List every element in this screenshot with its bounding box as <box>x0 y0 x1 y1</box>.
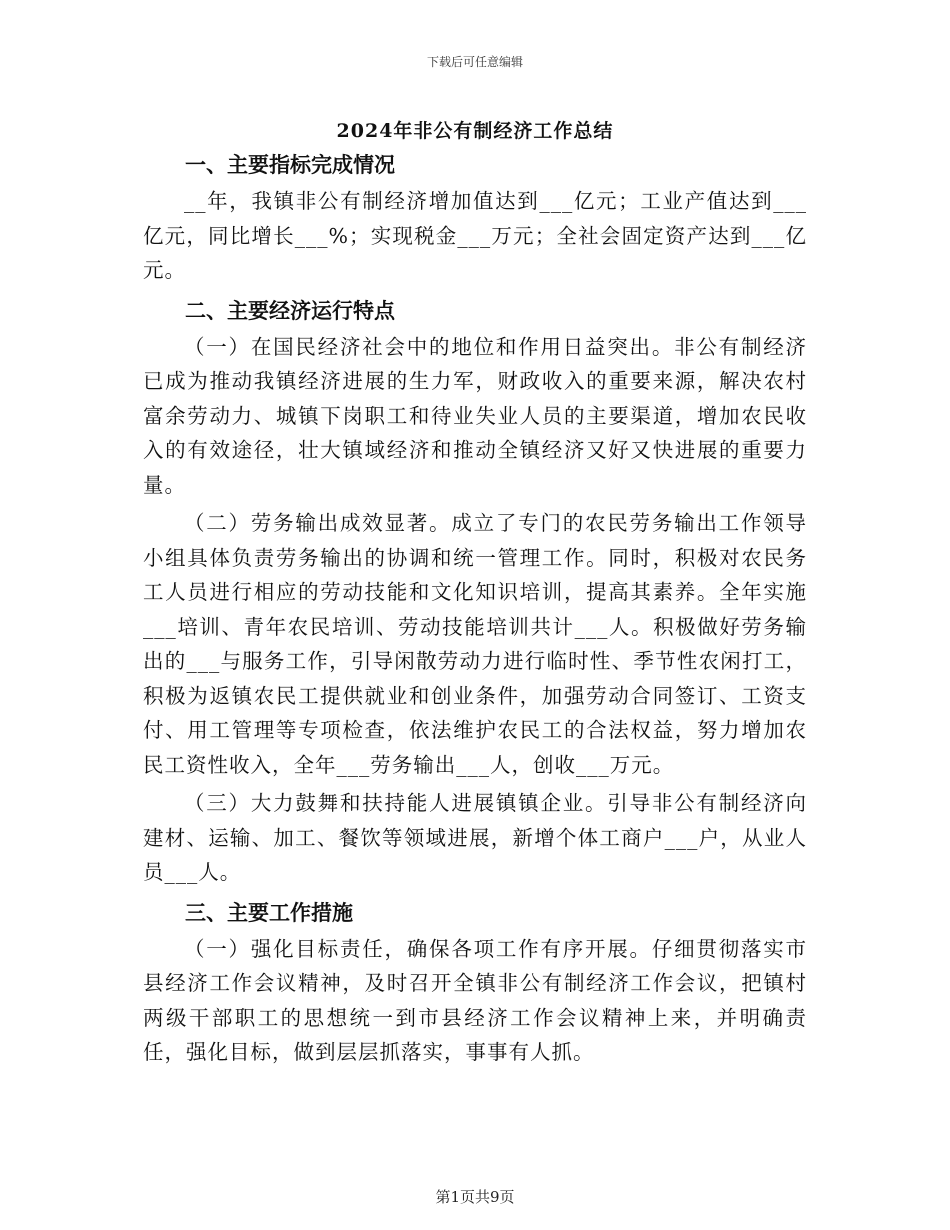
section-work-measures <box>143 896 807 1070</box>
section-heading: 二、主要经济运行特点 <box>185 297 395 323</box>
section-economic-features <box>143 294 807 890</box>
paragraph: __年，我镇非公有制经济增加值达到___亿元；工业产值达到___亿元，同比增长___%；实现税金___万元；全社会固定资产达到___亿元。 <box>143 189 807 282</box>
section-main-indicators <box>143 148 807 288</box>
document-title: 2024年非公有制经济工作总结 <box>336 120 614 142</box>
page-number: 第1页共9页 <box>435 1188 515 1206</box>
paragraph: （一）在国民经济社会中的地位和作用日益突出。非公有制经济已成为推动我镇经济进展的生力军，财政收入的重要来源，解决农村富余劳动力、城镇下岗职工和待业失业人员的主要渠道，增加农民收入的有效途径，壮大镇域经济和推动全镇经济又好又快进展的重要力量。 <box>143 334 807 497</box>
paragraph: （二）劳务输出成效显著。成立了专门的农民劳务输出工作领导小组具体负责劳务输出的协调和统一管理工作。同时，积极对农民务工人员进行相应的劳动技能和文化知识培训，提高其素养。全年实施___培训、青年农民培训、劳动技能培训共计___人。积极做好劳务输出的___与服务工作，引导闲散劳动力进行临时性、季节性农闲打工，积极为返镇农民工提供就业和创业条件，加强劳动合同签订、工资支付、用工管理等专项检查，依法维护农民工的合法权益，努力增加农民工资性收入，全年___劳务输出___人，创收___万元。 <box>143 511 807 777</box>
section-heading: 一、主要指标完成情况 <box>185 152 395 177</box>
paragraph: （一）强化目标责任，确保各项工作有序开展。仔细贯彻落实市县经济工作会议精神，及时召开全镇非公有制经济工作会议，把镇村两级干部职工的思想统一到市县经济工作会议精神上来，并明确责任，强化目标，做到层层抓落实，事事有人抓。 <box>143 936 807 1064</box>
document-body <box>143 148 807 1074</box>
paragraph: （三）大力鼓舞和扶持能人进展镇镇企业。引导非公有制经济向建材、运输、加工、餐饮等领域进展，新增个体工商户___户，从业人员___人。 <box>143 791 807 884</box>
section-heading: 三、主要工作措施 <box>185 899 353 925</box>
page-header-note: 下载后可任意编辑 <box>426 55 523 69</box>
